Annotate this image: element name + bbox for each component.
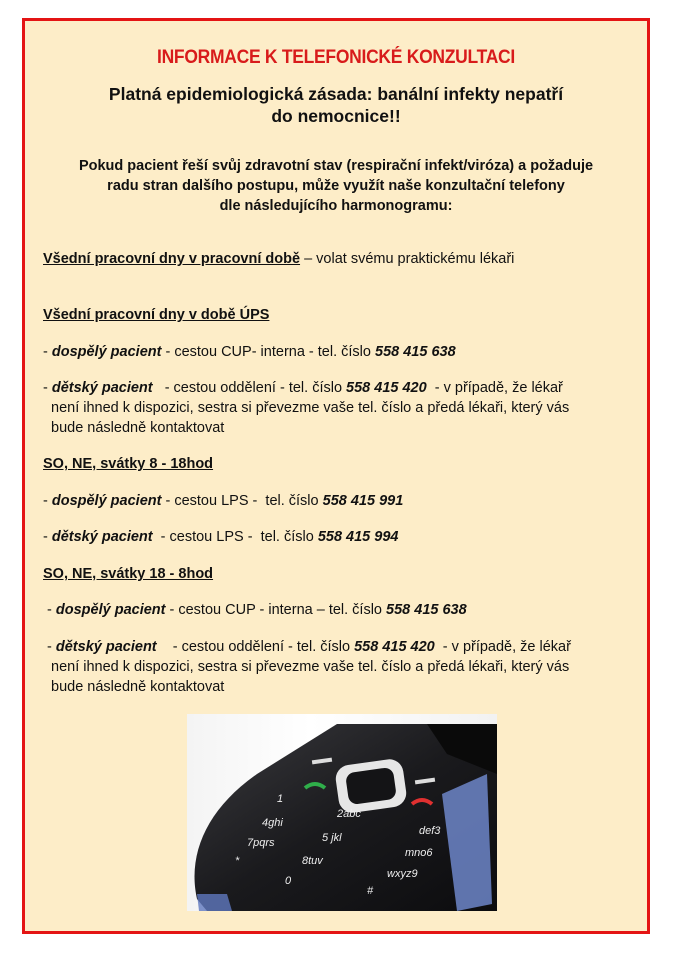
bullet: - (43, 529, 52, 545)
section-heading: Všední pracovní dny v pracovní době (43, 251, 301, 267)
note-line: není ihned k dispozici, sestra si převezme vaše tel. číslo a předá lékaři, který vás (51, 400, 570, 416)
contact-row-child (43, 637, 571, 657)
svg-text:0: 0 (285, 875, 292, 887)
intro-line: dle následujícího harmonogramu: (219, 198, 453, 214)
section-heading: SO, NE, svátky 8 - 18hod (43, 456, 214, 472)
bullet: - (43, 493, 52, 509)
subtitle (25, 83, 647, 127)
phone-number: 558 415 638 (375, 344, 456, 360)
contact-row-child (43, 527, 398, 547)
bullet: - (43, 380, 52, 396)
route: - cestou LPS - tel. číslo (152, 529, 318, 545)
phone-number: 558 415 991 (322, 493, 404, 509)
mobile-phone-image (187, 714, 497, 911)
contact-row-adult (43, 491, 403, 511)
svg-text:5 jkl: 5 jkl (322, 832, 342, 844)
patient-type: dětský pacient (51, 380, 153, 396)
note: - v případě, že lékař (434, 639, 571, 655)
section-heading: SO, NE, svátky 18 - 8hod (43, 566, 214, 582)
section-workday-hours (43, 249, 514, 269)
intro-paragraph (25, 156, 647, 216)
patient-type: dospělý pacient (51, 344, 162, 360)
svg-text:7pqrs: 7pqrs (247, 837, 275, 849)
section-heading: Všední pracovní dny v době ÚPS (43, 307, 270, 323)
phone-number: 558 415 638 (386, 602, 467, 618)
note-line: bude následně kontaktovat (51, 679, 225, 695)
route: - cestou CUP - interna – tel. číslo (165, 602, 387, 618)
note-line: není ihned k dispozici, sestra si převezme vaše tel. číslo a předá lékaři, který vás (51, 659, 570, 675)
bullet: - (43, 344, 52, 360)
note: - v případě, že lékař (426, 380, 563, 396)
svg-text:1: 1 (277, 793, 284, 805)
route: - cestou oddělení - tel. číslo (152, 380, 347, 396)
patient-type: dospělý pacient (51, 493, 162, 509)
bullet: - (43, 602, 56, 618)
subtitle-line: Platná epidemiologická zásada: banální infekty nepatří (108, 84, 564, 104)
svg-text:2abc: 2abc (337, 808, 361, 820)
svg-text:4ghi: 4ghi (262, 817, 283, 829)
contact-row-adult (43, 342, 456, 362)
svg-text:*: * (235, 855, 240, 867)
intro-line: Pokud pacient řeší svůj zdravotní stav (respirační infekt/viróza) a požaduje (78, 158, 594, 174)
patient-type: dětský pacient (55, 639, 157, 655)
section-heading-suffix: – volat svému praktickému lékaři (300, 251, 515, 267)
notice-frame (22, 18, 650, 934)
bullet: - (43, 639, 56, 655)
patient-type: dospělý pacient (55, 602, 166, 618)
svg-text:#: # (367, 885, 374, 897)
phone-number: 558 415 420 (354, 639, 435, 655)
route: - cestou LPS - tel. číslo (161, 493, 323, 509)
svg-text:def3: def3 (419, 825, 441, 837)
page-title: INFORMACE K TELEFONICKÉ KONZULTACI (156, 47, 515, 68)
contact-row-adult (43, 600, 467, 620)
svg-text:mno6: mno6 (405, 847, 433, 859)
contact-row-child (43, 378, 563, 398)
phone-number: 558 415 420 (346, 380, 427, 396)
route: - cestou oddělení - tel. číslo (156, 639, 355, 655)
note-line: bude následně kontaktovat (51, 420, 225, 436)
patient-type: dětský pacient (51, 529, 153, 545)
phone-number: 558 415 994 (317, 529, 399, 545)
subtitle-line: do nemocnice!! (271, 106, 401, 126)
svg-text:8tuv: 8tuv (302, 855, 323, 867)
phone-icon (187, 714, 497, 911)
svg-text:wxyz9: wxyz9 (387, 868, 418, 880)
route: - cestou CUP- interna - tel. číslo (161, 344, 375, 360)
intro-line: radu stran dalšího postupu, může využít naše konzultační telefony (107, 178, 565, 194)
